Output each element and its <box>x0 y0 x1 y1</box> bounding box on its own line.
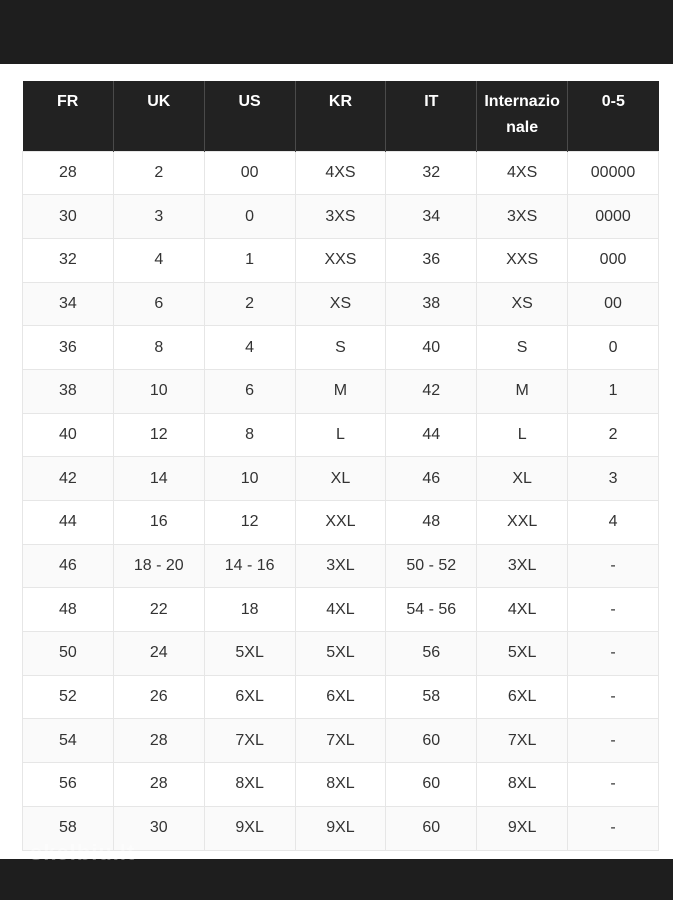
table-row <box>23 763 659 807</box>
cell-kr: XXS <box>295 238 386 282</box>
cell-it: 44 <box>386 413 477 457</box>
column-header-uk: UK <box>113 81 204 151</box>
cell-uk: 8 <box>113 326 204 370</box>
cell-us: 00 <box>204 151 295 195</box>
cell-kr: 6XL <box>295 675 386 719</box>
cell-kr: 3XS <box>295 195 386 239</box>
cell-kr: 3XL <box>295 544 386 588</box>
table-row <box>23 413 659 457</box>
cell-fr: 38 <box>23 369 114 413</box>
cell-0-5: 0 <box>568 326 659 370</box>
cell-uk: 12 <box>113 413 204 457</box>
cell-kr: 8XL <box>295 763 386 807</box>
cell-uk: 26 <box>113 675 204 719</box>
cell-uk: 4 <box>113 238 204 282</box>
cell-fr: 48 <box>23 588 114 632</box>
table-row <box>23 195 659 239</box>
cell-0-5: 0000 <box>568 195 659 239</box>
cell-0-5: - <box>568 719 659 763</box>
cell-it: 32 <box>386 151 477 195</box>
cell-0-5: 000 <box>568 238 659 282</box>
cell-it: 56 <box>386 632 477 676</box>
cell-kr: 4XL <box>295 588 386 632</box>
cell-fr: 54 <box>23 719 114 763</box>
cell-fr: 56 <box>23 763 114 807</box>
cell-0-5: 00 <box>568 282 659 326</box>
cell-internazionale: XS <box>477 282 568 326</box>
column-header-it: IT <box>386 81 477 151</box>
cell-fr: 30 <box>23 195 114 239</box>
table-row <box>23 675 659 719</box>
cell-it: 60 <box>386 806 477 850</box>
cell-internazionale: 3XS <box>477 195 568 239</box>
cell-fr: 42 <box>23 457 114 501</box>
cell-internazionale: 6XL <box>477 675 568 719</box>
cell-fr: 50 <box>23 632 114 676</box>
cell-it: 54 - 56 <box>386 588 477 632</box>
cell-internazionale: 9XL <box>477 806 568 850</box>
cell-0-5: - <box>568 675 659 719</box>
cell-it: 34 <box>386 195 477 239</box>
cell-uk: 16 <box>113 501 204 545</box>
cell-us: 8 <box>204 413 295 457</box>
cell-us: 7XL <box>204 719 295 763</box>
cell-fr: 36 <box>23 326 114 370</box>
table-row <box>23 326 659 370</box>
cell-uk: 14 <box>113 457 204 501</box>
cell-fr: 44 <box>23 501 114 545</box>
cell-fr: 32 <box>23 238 114 282</box>
cell-kr: 7XL <box>295 719 386 763</box>
cell-it: 60 <box>386 763 477 807</box>
cell-it: 58 <box>386 675 477 719</box>
cell-internazionale: 4XL <box>477 588 568 632</box>
cell-us: 6 <box>204 369 295 413</box>
cell-fr: 34 <box>23 282 114 326</box>
column-header-fr: FR <box>23 81 114 151</box>
cell-internazionale: 8XL <box>477 763 568 807</box>
cell-it: 38 <box>386 282 477 326</box>
cell-internazionale: S <box>477 326 568 370</box>
cell-uk: 10 <box>113 369 204 413</box>
cell-uk: 28 <box>113 719 204 763</box>
cell-us: 10 <box>204 457 295 501</box>
cell-us: 6XL <box>204 675 295 719</box>
cell-fr: 58 <box>23 806 114 850</box>
cell-us: 4 <box>204 326 295 370</box>
cell-it: 60 <box>386 719 477 763</box>
cell-internazionale: 3XL <box>477 544 568 588</box>
cell-us: 14 - 16 <box>204 544 295 588</box>
cell-us: 2 <box>204 282 295 326</box>
cell-uk: 6 <box>113 282 204 326</box>
cell-us: 9XL <box>204 806 295 850</box>
cell-fr: 46 <box>23 544 114 588</box>
cell-internazionale: 7XL <box>477 719 568 763</box>
table-row <box>23 544 659 588</box>
cell-kr: 4XS <box>295 151 386 195</box>
cell-kr: XL <box>295 457 386 501</box>
cell-kr: XS <box>295 282 386 326</box>
cell-fr: 40 <box>23 413 114 457</box>
table-row <box>23 588 659 632</box>
cell-it: 48 <box>386 501 477 545</box>
table-header-row <box>23 81 659 151</box>
cell-it: 42 <box>386 369 477 413</box>
cell-us: 1 <box>204 238 295 282</box>
cell-it: 36 <box>386 238 477 282</box>
cell-0-5: - <box>568 806 659 850</box>
page-content <box>0 64 673 859</box>
watermark-text: skelbiu.lt <box>30 840 136 865</box>
cell-uk: 2 <box>113 151 204 195</box>
cell-0-5: 2 <box>568 413 659 457</box>
column-header-us: US <box>204 81 295 151</box>
cell-0-5: 1 <box>568 369 659 413</box>
cell-kr: M <box>295 369 386 413</box>
cell-internazionale: XXL <box>477 501 568 545</box>
cell-kr: L <box>295 413 386 457</box>
cell-internazionale: 4XS <box>477 151 568 195</box>
cell-uk: 22 <box>113 588 204 632</box>
cell-0-5: - <box>568 588 659 632</box>
column-header-0-5: 0-5 <box>568 81 659 151</box>
cell-0-5: 00000 <box>568 151 659 195</box>
table-row <box>23 719 659 763</box>
table-row <box>23 238 659 282</box>
cell-us: 0 <box>204 195 295 239</box>
table-body <box>23 151 659 850</box>
cell-0-5: - <box>568 763 659 807</box>
cell-internazionale: XXS <box>477 238 568 282</box>
table-row <box>23 457 659 501</box>
cell-internazionale: M <box>477 369 568 413</box>
cell-internazionale: XL <box>477 457 568 501</box>
cell-0-5: 4 <box>568 501 659 545</box>
column-header-internazionale: Internazionale <box>477 81 568 151</box>
table-row <box>23 632 659 676</box>
cell-fr: 52 <box>23 675 114 719</box>
table-row <box>23 501 659 545</box>
cell-uk: 3 <box>113 195 204 239</box>
top-status-bar <box>0 0 673 64</box>
column-header-kr: KR <box>295 81 386 151</box>
cell-it: 50 - 52 <box>386 544 477 588</box>
cell-0-5: - <box>568 544 659 588</box>
cell-it: 46 <box>386 457 477 501</box>
cell-uk: 28 <box>113 763 204 807</box>
cell-us: 18 <box>204 588 295 632</box>
cell-fr: 28 <box>23 151 114 195</box>
cell-us: 8XL <box>204 763 295 807</box>
cell-us: 12 <box>204 501 295 545</box>
cell-uk: 24 <box>113 632 204 676</box>
cell-0-5: 3 <box>568 457 659 501</box>
cell-0-5: - <box>568 632 659 676</box>
cell-kr: XXL <box>295 501 386 545</box>
cell-it: 40 <box>386 326 477 370</box>
size-conversion-table <box>22 81 659 851</box>
cell-kr: S <box>295 326 386 370</box>
table-row <box>23 151 659 195</box>
cell-kr: 5XL <box>295 632 386 676</box>
cell-uk: 18 - 20 <box>113 544 204 588</box>
cell-kr: 9XL <box>295 806 386 850</box>
table-row <box>23 369 659 413</box>
cell-us: 5XL <box>204 632 295 676</box>
cell-internazionale: L <box>477 413 568 457</box>
cell-uk: 30 <box>113 806 204 850</box>
table-row <box>23 282 659 326</box>
cell-internazionale: 5XL <box>477 632 568 676</box>
